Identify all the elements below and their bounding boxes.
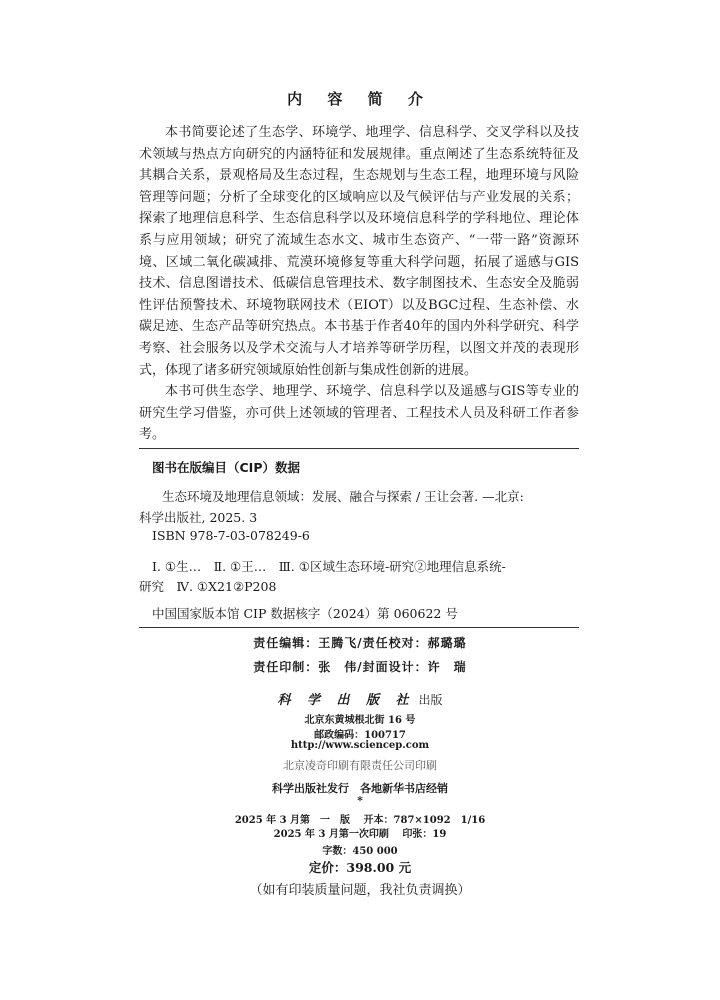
publisher-postcode: 邮政编码：100717 [314,730,406,741]
publisher-logo: 科 学 出 版 社 [277,693,415,708]
publisher-address: 北京东黄城根北街 16 号 [304,715,416,726]
distribution-line: 科学出版社发行 各地新华书店经销 [272,782,448,795]
cip-line: 中国国家版本馆 CIP 数据核字（2024）第 060622 号 [152,606,458,621]
intro-paragraph: 本书可供生态学、地理学、环境学、信息科学以及遥感与GIS等专业的研究生学习借鉴，亦可供上述领域的管理者、工程技术人员及科研工作者参考。 [139,384,579,443]
separator-star: * [357,794,363,807]
word-count: 字数：450 000 [322,846,398,857]
quality-note: （如有印装质量问题，我社负责调换） [249,883,471,898]
edition-line: 2025 年 3 月第 一 版 开本：787×1092 1/16 [234,815,486,826]
production-credits: 责任印制：张 伟/封面设计：许 瑞 [253,660,467,674]
cip-line: Ⅰ. ①生… Ⅱ. ①王… Ⅲ. ①区域生态环境-研究②地理信息系统- [152,559,506,574]
intro-heading: 内 容 简 介 [287,90,433,108]
price: 定价：398.00 元 [308,860,412,875]
publisher-url: http://www.sciencep.com [290,740,430,751]
intro-paragraph: 本书简要论述了生态学、环境学、地理学、信息科学、交叉学科以及技术领域与热点方向研究的内涵特征和发展规律。重点阐述了生态系统特征及其耦合关系，景观格局及生态过程，生态规划与生态工程，地理环境与风险管理等问题；分析了全球变化的区域响应以及气候评估与产业发展的关系；探索了地理信息科学、生态信息科学以及环境信息科学的学科地位、理论体系与应用领域；研究了流域生态水文、城市生态资产、“一带一路”资源环境、区域二氧化碳减排、荒漠环境修复等重大科学问题，拓展了遥感与GIS技术、信息图谱技术、低碳信息管理技术、数字制图技术、生态安全及脆弱性评估预警技术、环境物联网技术（EIOT）以及BGC过程、生态补偿、水碳足迹、生态产品等研究热点。本书基于作者40年的国内外科学研究、科学考察、社会服务以及学术交流与人才培养等研学历程，以图文并茂的表现形式，体现了诸多研究领域原始性创新与集成性创新的进展。 [139,125,579,378]
printing-line: 2025 年 3 月第一次印刷 印张：19 [273,829,447,840]
intro-text [139,122,579,446]
cip-line: ISBN 978-7-03-078249-6 [152,528,310,543]
printer-line: 北京凌奇印刷有限责任公司印刷 [283,759,437,772]
divider-cip-bottom [139,627,579,628]
cip-line: 科学出版社, 2025. 3 [139,510,258,525]
cip-heading: 图书在版编目（CIP）数据 [152,460,300,475]
publisher-line [0,689,720,708]
divider-cip-top [139,448,579,449]
editor-credits: 责任编辑：王腾飞/责任校对：郝璐璐 [253,636,467,650]
cip-line: 生态环境及地理信息领域：发展、融合与探索 / 王让会著. —北京: [162,489,524,504]
cip-line: 研究 Ⅳ. ①X21②P208 [139,579,277,594]
publisher-suffix: 出版 [418,693,443,707]
